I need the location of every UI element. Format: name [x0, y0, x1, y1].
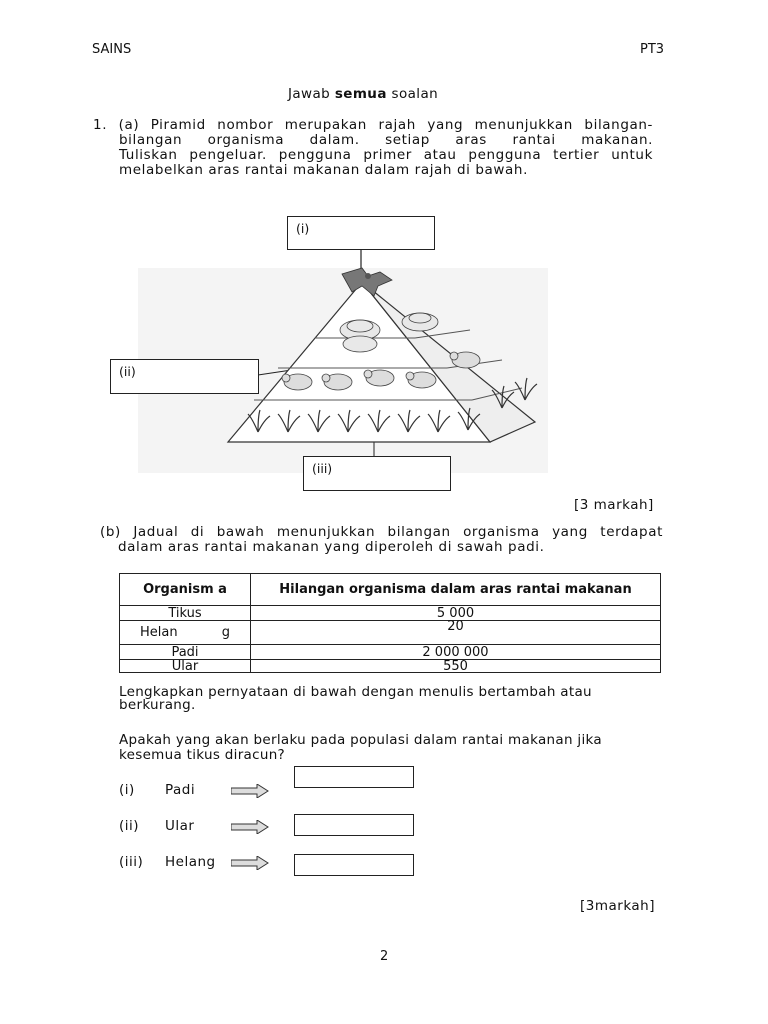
snake-icon	[402, 313, 438, 331]
instruction	[288, 86, 438, 102]
instruction-bold: semua	[334, 86, 387, 102]
answer-box-helang[interactable]	[294, 854, 414, 876]
table-row	[120, 606, 661, 621]
arrow-right-icon	[231, 820, 269, 834]
organism-cell: Padi	[120, 645, 251, 660]
q1a-line-1: 1. (a) Piramid nombor merupakan rajah yang menunjukkan bilangan-	[93, 117, 653, 133]
answer-num: (ii)	[119, 818, 140, 834]
label-box-iii[interactable]	[303, 456, 451, 491]
fill-instruction: Lengkapkan pernyataan di bawah dengan menulis bertambah atau berkurang.	[119, 684, 592, 713]
label-i: (i)	[296, 221, 310, 236]
answer-num: (i)	[119, 782, 135, 798]
count-cell: 550	[251, 660, 661, 673]
header-organism: Organism a	[120, 574, 251, 606]
question-1b	[100, 525, 663, 555]
count-cell: 5 000	[251, 606, 661, 621]
count-cell: 2 000 000	[251, 645, 661, 660]
organism-cell: Tikus	[120, 606, 251, 621]
label-box-ii[interactable]	[110, 359, 259, 394]
marks-1a: [3 markah]	[574, 497, 654, 513]
marks-1b: [3markah]	[580, 898, 656, 914]
snake-icon	[340, 320, 380, 352]
organism-cell: Helan g	[120, 621, 251, 645]
q1b-line-2: dalam aras rantai makanan yang diperoleh di sawah padi.	[118, 539, 545, 555]
question-1a	[93, 118, 653, 178]
organism-table	[119, 573, 661, 673]
header-count: Hilangan organisma dalam aras rantai makanan	[251, 574, 661, 606]
table-header-row	[120, 574, 661, 606]
label-iii: (iii)	[312, 461, 333, 476]
q1a-line-3: Tuliskan pengeluar. pengguna primer atau pengguna tertier untuk	[119, 147, 653, 163]
answer-box-padi[interactable]	[294, 766, 414, 788]
q1a-line-2: bilangan organisma dalam. setiap aras rantai makanan.	[119, 132, 653, 148]
organism-cell: Ular	[120, 660, 251, 673]
q1a-line-4: melabelkan aras rantai makanan dalam rajah di bawah.	[119, 162, 528, 178]
arrow-right-icon	[231, 856, 269, 870]
header-exam: PT3	[640, 42, 665, 57]
table-row	[120, 660, 661, 673]
instruction-prefix: Jawab	[288, 86, 331, 102]
label-ii: (ii)	[119, 364, 136, 379]
page-number: 2	[380, 949, 389, 964]
label-box-i[interactable]	[287, 216, 435, 250]
header-subject: SAINS	[92, 42, 132, 57]
arrow-right-icon	[231, 784, 269, 798]
answer-word: Padi	[165, 782, 196, 798]
answer-box-ular[interactable]	[294, 814, 414, 836]
table-row	[120, 621, 661, 645]
instruction-suffix: soalan	[391, 86, 439, 102]
answer-num: (iii)	[119, 854, 144, 870]
table-row	[120, 645, 661, 660]
answer-word: Helang	[165, 854, 216, 870]
q1b-line-1: (b) Jadual di bawah menunjukkan bilangan organisma yang terdapat	[100, 524, 663, 540]
answer-word: Ular	[165, 818, 195, 834]
count-cell: 20	[251, 621, 661, 645]
poison-question: Apakah yang akan berlaku pada populasi dalam rantai makanan jika kesemua tikus diracun?	[119, 732, 602, 763]
